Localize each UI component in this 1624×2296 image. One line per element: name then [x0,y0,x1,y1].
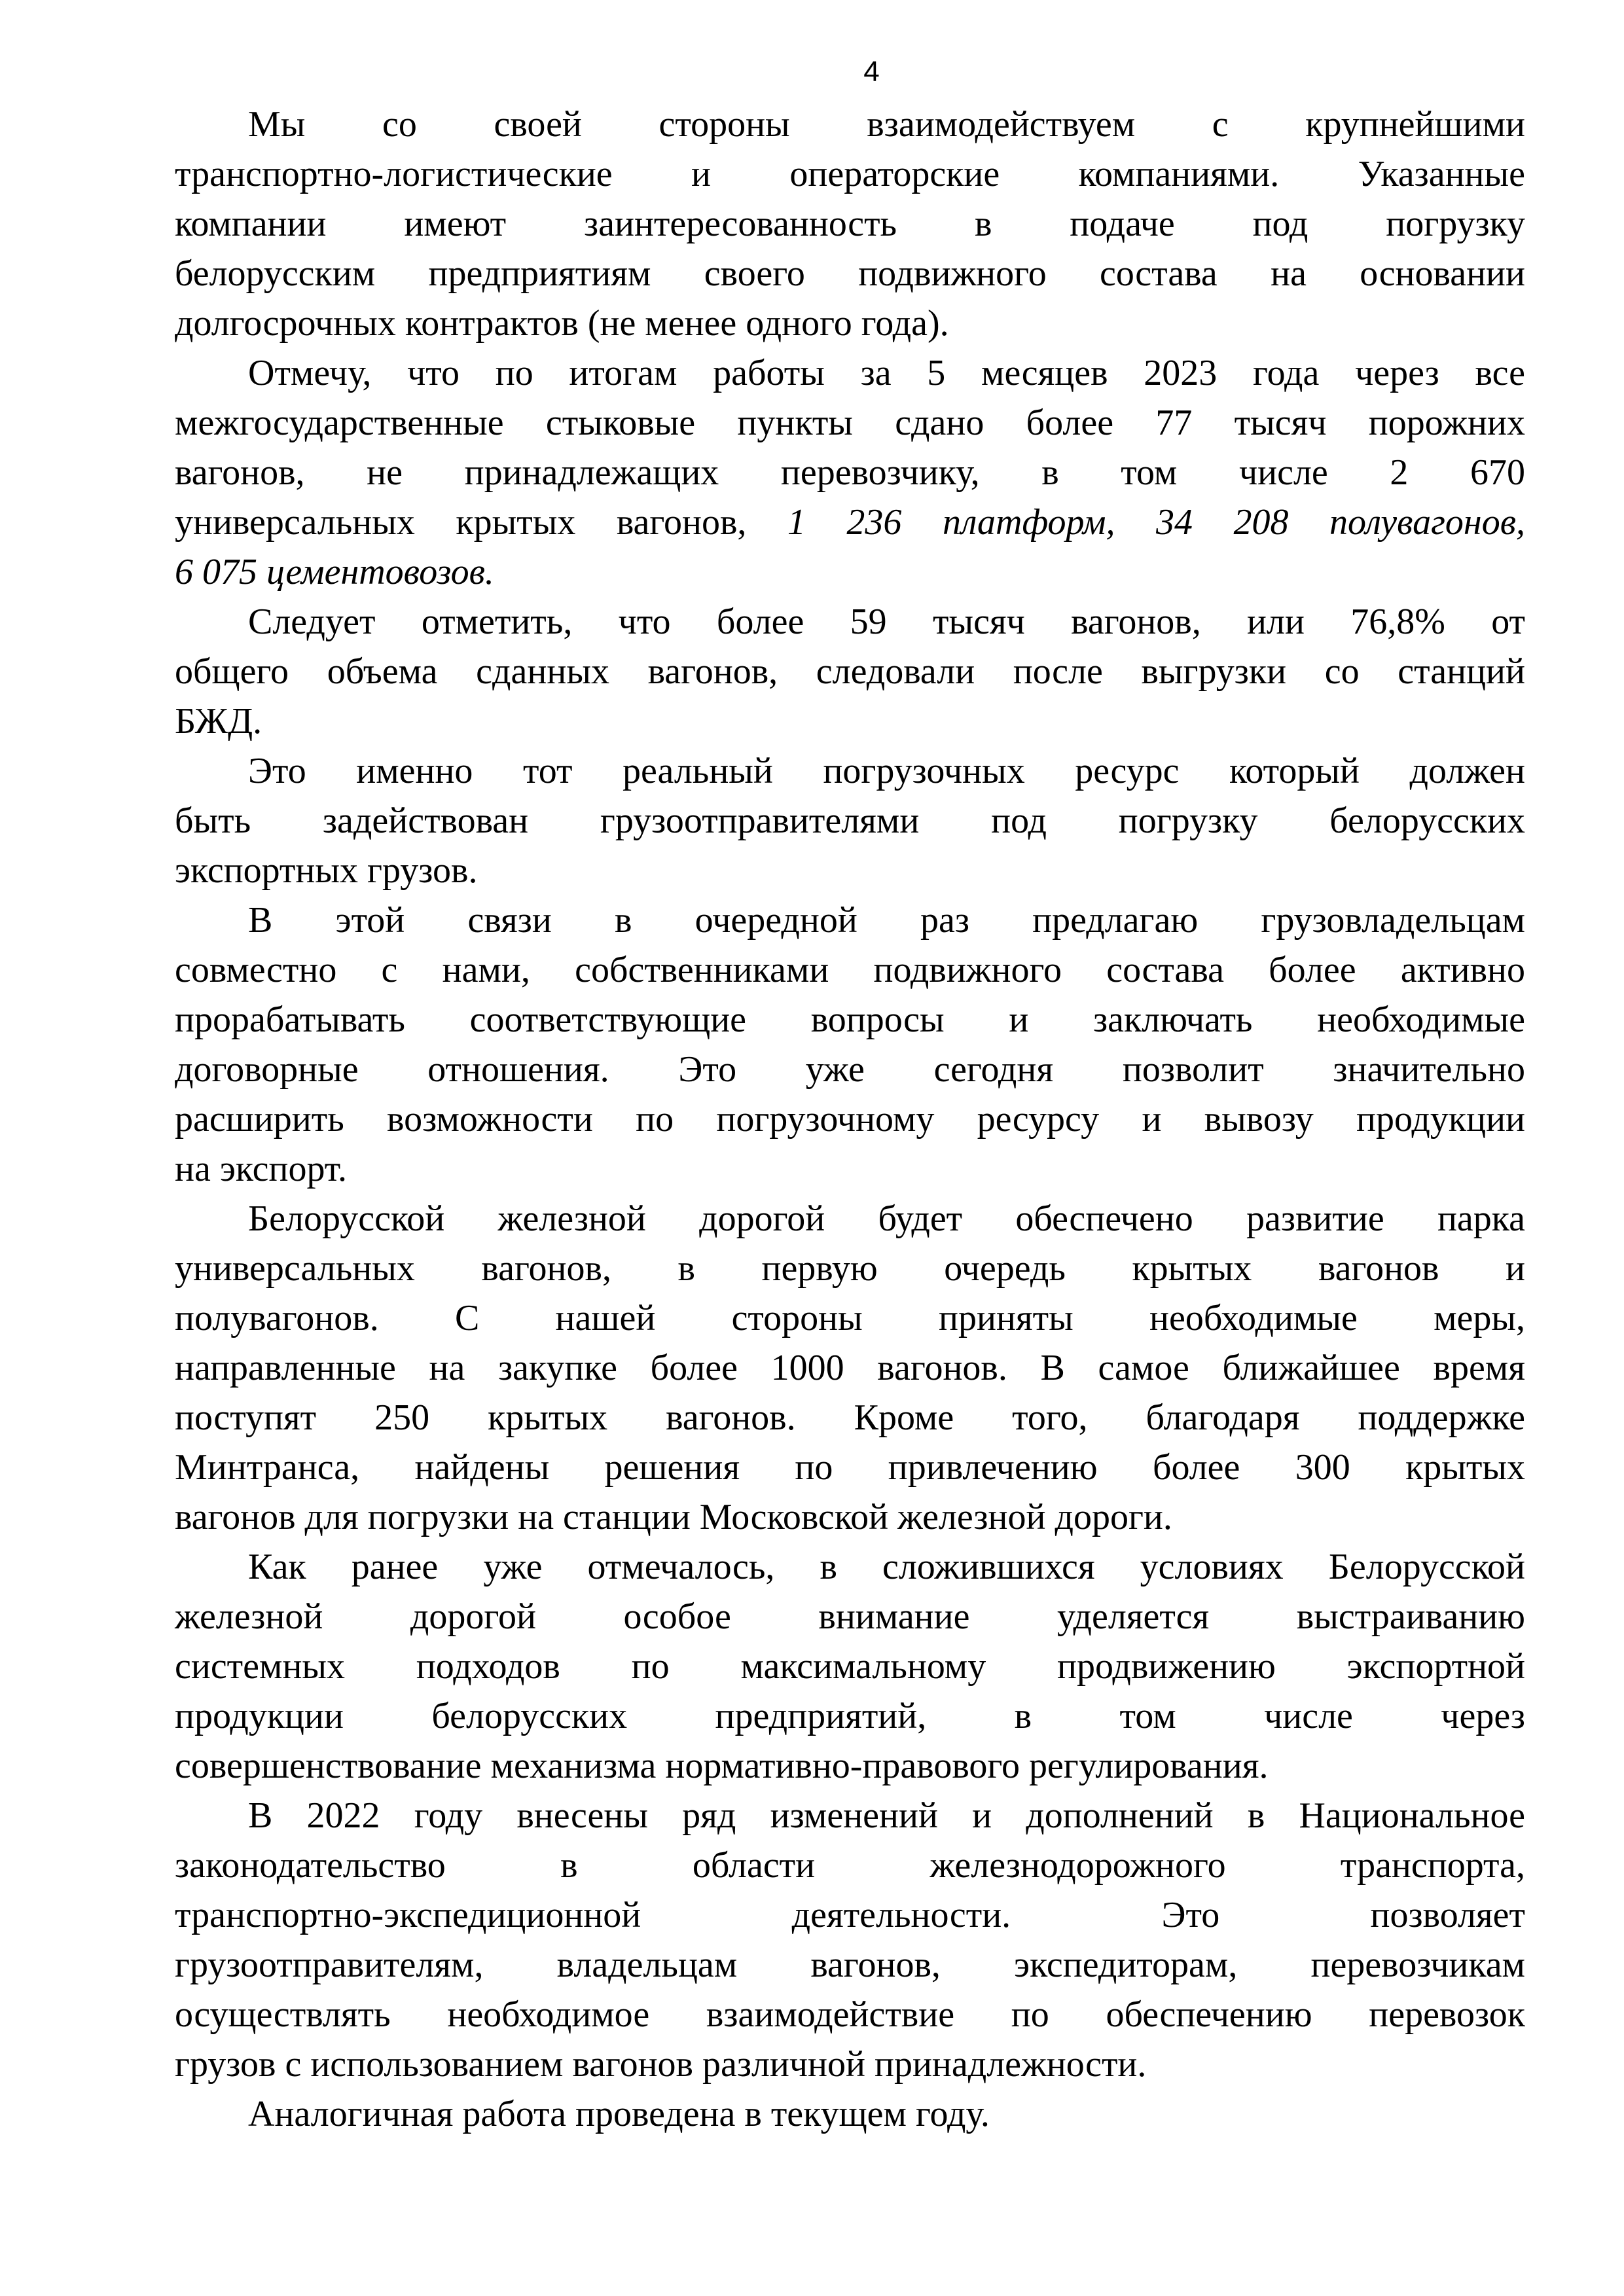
text-line [175,1791,1525,1840]
text-run: на экспорт. [175,1149,348,1189]
paragraph [175,2089,1525,2139]
text-run: направленные на закупке более 1000 вагонов. В самое ближайшее время [175,1348,1525,1388]
text-line [175,1840,1525,1890]
text-run: компании имеют заинтересованность в подаче под погрузку [175,204,1525,244]
text-run: железной дорогой особое внимание уделяется выстраиванию [175,1596,1525,1637]
text-line [175,1890,1525,1940]
text-run: законодательство в области железнодорожного транспорта, [175,1845,1525,1886]
paragraph [175,1542,1525,1791]
text-run: вагонов для погрузки на станции Московской железной дороги. [175,1497,1172,1537]
text-run: осуществлять необходимое взаимодействие по обеспечению перевозок [175,1994,1525,2035]
text-run: грузоотправителям, владельцам вагонов, экспедиторам, перевозчикам [175,1945,1525,1985]
text-line [175,497,1525,547]
text-line [175,696,1525,746]
text-run: долгосрочных контрактов (не менее одного года). [175,303,949,344]
text-run: Аналогичная работа проведена в текущем году. [248,2094,990,2134]
text-run: В 2022 году внесены ряд изменений и дополнений в Национальное [248,1795,1525,1836]
text-line [175,746,1525,796]
text-line [175,1542,1525,1592]
text-run: Белорусской железной дорогой будет обеспечено развитие парка [248,1198,1525,1239]
text-run: Мы со своей стороны взаимодействуем с крупнейшими [248,104,1525,145]
text-line [175,1592,1525,1641]
text-line [175,149,1525,199]
paragraph [175,746,1525,895]
text-line [175,1691,1525,1741]
text-line [175,1144,1525,1194]
text-line [175,199,1525,249]
text-line [175,647,1525,696]
text-run: поступят 250 крытых вагонов. Кроме того, благодаря поддержке [175,1397,1525,1438]
italic-text-run: 1 236 платформ, 34 208 полувагонов, [787,502,1526,543]
text-run: Отмечу, что по итогам работы за 5 месяцев 2023 года через все [248,353,1525,393]
text-line [175,1393,1525,1443]
text-line [175,1990,1525,2039]
text-run: универсальных вагонов, в первую очередь крытых вагонов и [175,1248,1525,1289]
text-line [175,995,1525,1045]
text-run: транспортно-экспедиционной деятельности. Это позволяет [175,1895,1525,1935]
document-body [175,99,1525,2139]
text-line [175,1641,1525,1691]
text-line [175,298,1525,348]
text-run: белорусским предприятиям своего подвижного состава на основании [175,253,1525,294]
text-line [175,1741,1525,1791]
text-run: системных подходов по максимальному продвижению экспортной [175,1646,1525,1687]
text-line [175,945,1525,995]
text-run: Это именно тот реальный погрузочных ресурс который должен [248,751,1525,791]
text-run: продукции белорусских предприятий, в том числе через [175,1696,1525,1736]
text-line [175,1492,1525,1542]
text-line [175,895,1525,945]
text-line [175,1045,1525,1094]
paragraph [175,99,1525,348]
text-run: грузов с использованием вагонов различной принадлежности. [175,2044,1147,2085]
text-run: транспортно-логистические и операторские компаниями. Указанные [175,154,1525,194]
text-run: быть задействован грузоотправителями под погрузку белорусских [175,800,1525,841]
page-number: 4 [863,56,880,88]
text-run: универсальных крытых вагонов, [175,502,787,543]
text-run: совершенствование механизма нормативно-правового регулирования. [175,1746,1269,1786]
text-line [175,597,1525,647]
text-run: прорабатывать соответствующие вопросы и заключать необходимые [175,999,1525,1040]
text-run: расширить возможности по погрузочному ресурсу и вывозу продукции [175,1099,1525,1139]
paragraph [175,1791,1525,2089]
text-run: совместно с нами, собственниками подвижного состава более активно [175,950,1525,990]
text-run: В этой связи в очередной раз предлагаю грузовладельцам [248,900,1525,941]
text-line [175,1244,1525,1293]
text-run: Минтранса, найдены решения по привлечению более 300 крытых [175,1447,1525,1488]
italic-text-run: 6 075 цементовозов. [175,552,494,592]
text-line [175,398,1525,448]
text-line [175,846,1525,895]
text-run: вагонов, не принадлежащих перевозчику, в том числе 2 670 [175,452,1525,493]
text-line [175,1343,1525,1393]
text-line [175,1940,1525,1990]
text-line [175,249,1525,298]
text-line [175,547,1525,597]
text-run: межгосударственные стыковые пункты сдано более 77 тысяч порожних [175,403,1525,443]
text-line [175,348,1525,398]
text-line [175,1293,1525,1343]
text-line [175,2089,1525,2139]
text-run: общего объема сданных вагонов, следовали после выгрузки со станций [175,651,1525,692]
text-line [175,1443,1525,1492]
text-line [175,2039,1525,2089]
text-line [175,1094,1525,1144]
text-line [175,1194,1525,1244]
text-line [175,99,1525,149]
text-run: экспортных грузов. [175,850,478,891]
paragraph [175,597,1525,746]
text-run: Следует отметить, что более 59 тысяч вагонов, или 76,8% от [248,601,1525,642]
text-line [175,796,1525,846]
text-run: полувагонов. С нашей стороны приняты необходимые меры, [175,1298,1525,1338]
text-run: Как ранее уже отмечалось, в сложившихся условиях Белорусской [248,1547,1525,1587]
paragraph [175,895,1525,1194]
paragraph [175,348,1525,597]
text-run: БЖД. [175,701,262,742]
paragraph [175,1194,1525,1542]
text-run: договорные отношения. Это уже сегодня позволит значительно [175,1049,1525,1090]
text-line [175,448,1525,497]
